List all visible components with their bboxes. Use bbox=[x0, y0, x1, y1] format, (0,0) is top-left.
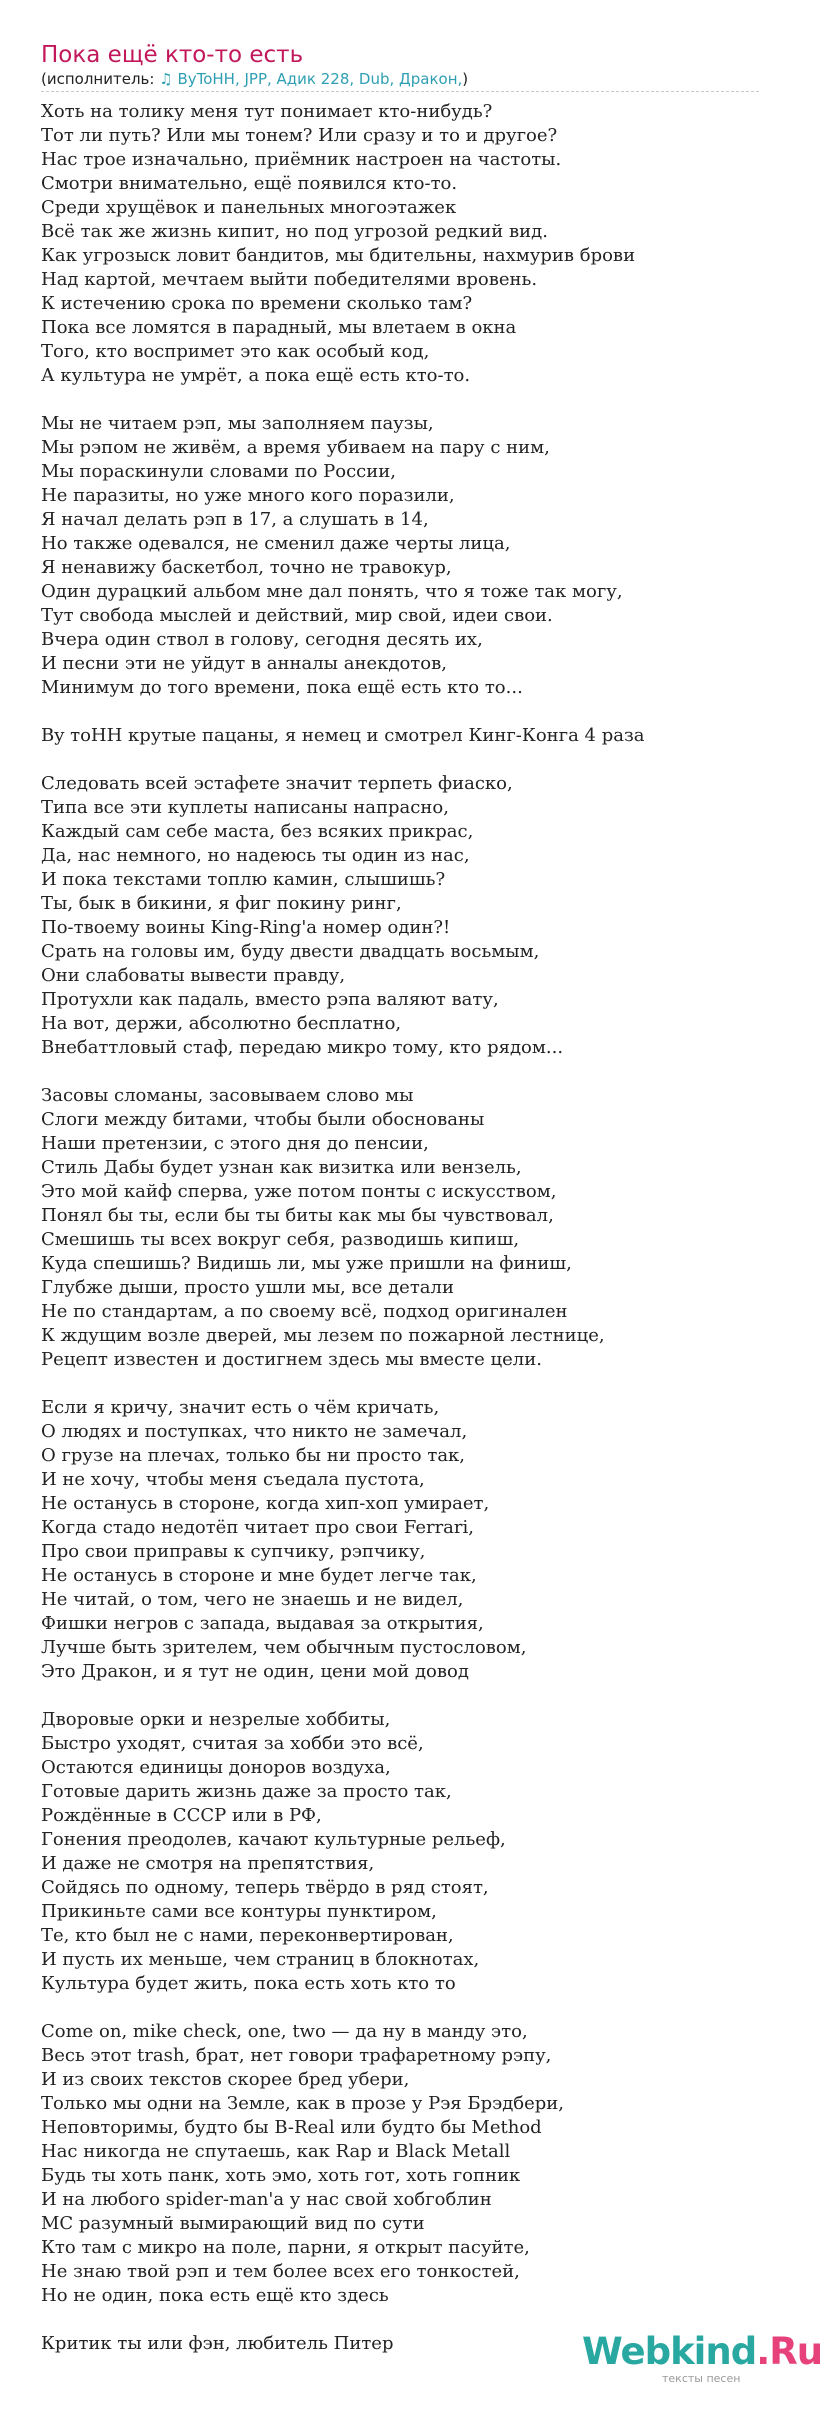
lyrics-line: Смешишь ты всех вокруг себя, разводишь кипиш, bbox=[41, 1229, 520, 1250]
lyrics-line: К истечению срока по времени сколько там? bbox=[41, 293, 473, 314]
lyrics-line: Не по стандартам, а по своему всё, подход оригинален bbox=[41, 1301, 568, 1322]
lyrics-stanza bbox=[41, 724, 771, 748]
lyrics-line: Засовы сломаны, засовываем слово мы bbox=[41, 1085, 414, 1106]
lyrics-line: Всё так же жизнь кипит, но под угрозой редкий вид. bbox=[41, 221, 548, 242]
lyrics-line: Они слабоваты вывести правду, bbox=[41, 965, 346, 986]
lyrics-line: Один дурацкий альбом мне дал понять, что я тоже так могу, bbox=[41, 581, 623, 602]
lyrics-stanza bbox=[41, 1708, 771, 1996]
music-note-icon: ♫ bbox=[159, 70, 173, 88]
lyrics-line: Над картой, мечтаем выйти победителями вровень. bbox=[41, 269, 538, 290]
lyrics-stanza bbox=[41, 100, 771, 388]
lyrics-line: Это Дракон, и я тут не один, цени мой довод bbox=[41, 1661, 469, 1682]
lyrics-line: Пока все ломятся в парадный, мы влетаем в окна bbox=[41, 317, 517, 338]
lyrics-line: Не останусь в стороне, когда хип-хоп умирает, bbox=[41, 1493, 490, 1514]
lyrics-line: Только мы одни на Земле, как в прозе у Рэя Брэдбери, bbox=[41, 2093, 565, 2114]
lyrics-line: Я начал делать рэп в 17, а слушать в 14, bbox=[41, 509, 429, 530]
lyrics-stanza bbox=[41, 1084, 771, 1372]
lyrics-line: Каждый сам себе маста, без всяких прикрас, bbox=[41, 821, 474, 842]
lyrics-line: Глубже дыши, просто ушли мы, все детали bbox=[41, 1277, 454, 1298]
lyrics-line: Я ненавижу баскетбол, точно не травокур, bbox=[41, 557, 452, 578]
lyrics-line: Готовые дарить жизнь даже за просто так, bbox=[41, 1781, 452, 1802]
lyrics-line: Ты, бык в бикини, я фиг покину ринг, bbox=[41, 893, 402, 914]
lyrics-line: О людях и поступках, что никто не замечал, bbox=[41, 1421, 468, 1442]
lyrics-line: Понял бы ты, если бы ты биты как мы бы чувствовал, bbox=[41, 1205, 554, 1226]
lyrics-line: Слоги между битами, чтобы были обоснованы bbox=[41, 1109, 485, 1130]
lyrics-line: По-твоему воины King-Ring'a номер один?! bbox=[41, 917, 451, 938]
lyrics-line: Не знаю твой рэп и тем более всех его тонкостей, bbox=[41, 2261, 520, 2282]
lyrics-line: Типа все эти куплеты написаны напрасно, bbox=[41, 797, 449, 818]
logo-tagline: тексты песен bbox=[662, 2372, 741, 2385]
lyrics-line: Это мой кайф сперва, уже потом понты с искусством, bbox=[41, 1181, 557, 1202]
lyrics-line: Мы пораскинули словами по России, bbox=[41, 461, 396, 482]
lyrics-line: Весь этот trash, брат, нет говори трафаретному рэпу, bbox=[41, 2045, 552, 2066]
lyrics-line: Лучше быть зрителем, чем обычным пустословом, bbox=[41, 1637, 527, 1658]
lyrics-line: Нас никогда не спутаешь, как Rap и Black Metall bbox=[41, 2141, 511, 2162]
lyrics-line: MC разумный вымирающий вид по сути bbox=[41, 2213, 425, 2234]
performers-line bbox=[41, 68, 468, 90]
lyrics-line: И песни эти не уйдут в анналы анекдотов, bbox=[41, 653, 447, 674]
lyrics-line: Да, нас немного, но надеюсь ты один из нас, bbox=[41, 845, 470, 866]
lyrics-line: Не паразиты, но уже много кого поразили, bbox=[41, 485, 455, 506]
title-divider bbox=[41, 91, 759, 92]
lyrics-line: Минимум до того времени, пока ещё есть кто то... bbox=[41, 677, 523, 698]
lyrics-line: Того, кто воспримет это как особый код, bbox=[41, 341, 430, 362]
lyrics-line: Те, кто был не с нами, переконвертирован, bbox=[41, 1925, 454, 1946]
lyrics-line: Нас трое изначально, приёмник настроен на частоты. bbox=[41, 149, 562, 170]
lyrics-line: Протухли как падаль, вместо рэпа валяют вату, bbox=[41, 989, 499, 1010]
lyrics-line: Куда спешишь? Видишь ли, мы уже пришли на финиш, bbox=[41, 1253, 572, 1274]
lyrics-line: Внебаттловый стаф, передаю микро тому, кто рядом... bbox=[41, 1037, 564, 1058]
lyrics-line: Наши претензии, с этого дня до пенсии, bbox=[41, 1133, 429, 1154]
lyrics-line: Не останусь в стороне и мне будет легче так, bbox=[41, 1565, 477, 1586]
lyrics-line: Дворовые орки и незрелые хоббиты, bbox=[41, 1709, 391, 1730]
lyrics-line: Смотри внимательно, ещё появился кто-то. bbox=[41, 173, 458, 194]
lyrics-stanza bbox=[41, 2020, 771, 2308]
performers-suffix: ) bbox=[462, 70, 469, 88]
lyrics-line: Быстро уходят, считая за хобби это всё, bbox=[41, 1733, 424, 1754]
lyrics-line: Мы рэпом не живём, а время убиваем на пару с ним, bbox=[41, 437, 550, 458]
webkind-logo[interactable] bbox=[582, 2330, 822, 2390]
lyrics-line: Стиль Дабы будет узнан как визитка или вензель, bbox=[41, 1157, 522, 1178]
lyrics-line: Как угрозыск ловит бандитов, мы бдительны, нахмурив брови bbox=[41, 245, 636, 266]
performers-prefix: (исполнитель: bbox=[41, 70, 160, 88]
lyrics-line: Будь ты хоть панк, хоть эмо, хоть гот, хоть гопник bbox=[41, 2165, 521, 2186]
logo-brand-domain: .Ru bbox=[756, 2330, 822, 2373]
lyrics-line: Сойдясь по одному, теперь твёрдо в ряд стоят, bbox=[41, 1877, 489, 1898]
lyrics-text bbox=[41, 100, 771, 2380]
lyrics-line: Среди хрущёвок и панельных многоэтажек bbox=[41, 197, 457, 218]
lyrics-line: И пока текстами топлю камин, слышишь? bbox=[41, 869, 446, 890]
lyrics-line: Рецепт известен и достигнем здесь мы вместе цели. bbox=[41, 1349, 542, 1370]
lyrics-line: На вот, держи, абсолютно бесплатно, bbox=[41, 1013, 402, 1034]
lyrics-line: Культура будет жить, пока есть хоть кто то bbox=[41, 1973, 456, 1994]
lyrics-line: И из своих текстов скорее бред убери, bbox=[41, 2069, 410, 2090]
lyrics-line: Но также одевался, не сменил даже черты лица, bbox=[41, 533, 511, 554]
song-title: Пока ещё кто-то есть bbox=[41, 42, 304, 68]
lyrics-line: Но не один, пока есть ещё кто здесь bbox=[41, 2285, 389, 2306]
lyrics-line: Не читай, о том, чего не знаешь и не видел, bbox=[41, 1589, 464, 1610]
lyrics-line: Фишки негров с запада, выдавая за открытия, bbox=[41, 1613, 484, 1634]
lyrics-line: И на любого spider-man'a у нас свой хобгоблин bbox=[41, 2189, 492, 2210]
lyrics-stanza bbox=[41, 1396, 771, 1684]
lyrics-line: Вчера один ствол в голову, сегодня десять их, bbox=[41, 629, 483, 650]
lyrics-line: Когда стадо недотёп читает про свои Ferrari, bbox=[41, 1517, 474, 1538]
lyrics-line: И не хочу, чтобы меня съедала пустота, bbox=[41, 1469, 425, 1490]
lyrics-line: А культура не умрёт, а пока ещё есть кто-то. bbox=[41, 365, 471, 386]
lyrics-line: Про свои приправы к супчику, рэпчику, bbox=[41, 1541, 426, 1562]
lyrics-line: О грузе на плечах, только бы ни просто так, bbox=[41, 1445, 466, 1466]
performers-link[interactable]: ByToHH, JPP, Адик 228, Dub, Дракон, bbox=[177, 70, 463, 88]
lyrics-line: Прикиньте сами все контуры пунктиром, bbox=[41, 1901, 437, 1922]
lyrics-line: Срать на головы им, буду двести двадцать восьмым, bbox=[41, 941, 540, 962]
lyrics-line: Неповторимы, будто бы B-Real или будто бы Method bbox=[41, 2117, 542, 2138]
logo-brand-name: Webkind bbox=[582, 2330, 757, 2373]
lyrics-line: Хоть на толику меня тут понимает кто-нибудь? bbox=[41, 101, 493, 122]
lyrics-line: Тот ли путь? Или мы тонем? Или сразу и то и другое? bbox=[41, 125, 558, 146]
lyrics-line: Кто там с микро на поле, парни, я открыт пасуйте, bbox=[41, 2237, 530, 2258]
lyrics-line: By тоНН крутые пацаны, я немец и смотрел Кинг-Конга 4 раза bbox=[41, 725, 645, 746]
lyrics-line: Мы не читаем рэп, мы заполняем паузы, bbox=[41, 413, 434, 434]
logo-wordmark bbox=[582, 2330, 822, 2374]
lyrics-line: И даже не смотря на препятствия, bbox=[41, 1853, 375, 1874]
lyrics-stanza bbox=[41, 772, 771, 1060]
lyrics-line: Следовать всей эстафете значит терпеть фиаско, bbox=[41, 773, 513, 794]
lyrics-line: Остаются единицы доноров воздуха, bbox=[41, 1757, 391, 1778]
lyrics-line: К ждущим возле дверей, мы лезем по пожарной лестнице, bbox=[41, 1325, 605, 1346]
lyrics-line: И пусть их меньше, чем страниц в блокнотах, bbox=[41, 1949, 480, 1970]
lyrics-line: Come on, mike check, one, two — да ну в манду это, bbox=[41, 2021, 528, 2042]
lyrics-line: Гонения преодолев, качают культурные рельеф, bbox=[41, 1829, 506, 1850]
lyrics-stanza bbox=[41, 412, 771, 700]
lyrics-line: Тут свобода мыслей и действий, мир свой, идеи свои. bbox=[41, 605, 553, 626]
lyrics-line: Рождённые в СССР или в РФ, bbox=[41, 1805, 322, 1826]
lyrics-line: Если я кричу, значит есть о чём кричать, bbox=[41, 1397, 440, 1418]
lyrics-line: Критик ты или фэн, любитель Питер bbox=[41, 2333, 394, 2354]
